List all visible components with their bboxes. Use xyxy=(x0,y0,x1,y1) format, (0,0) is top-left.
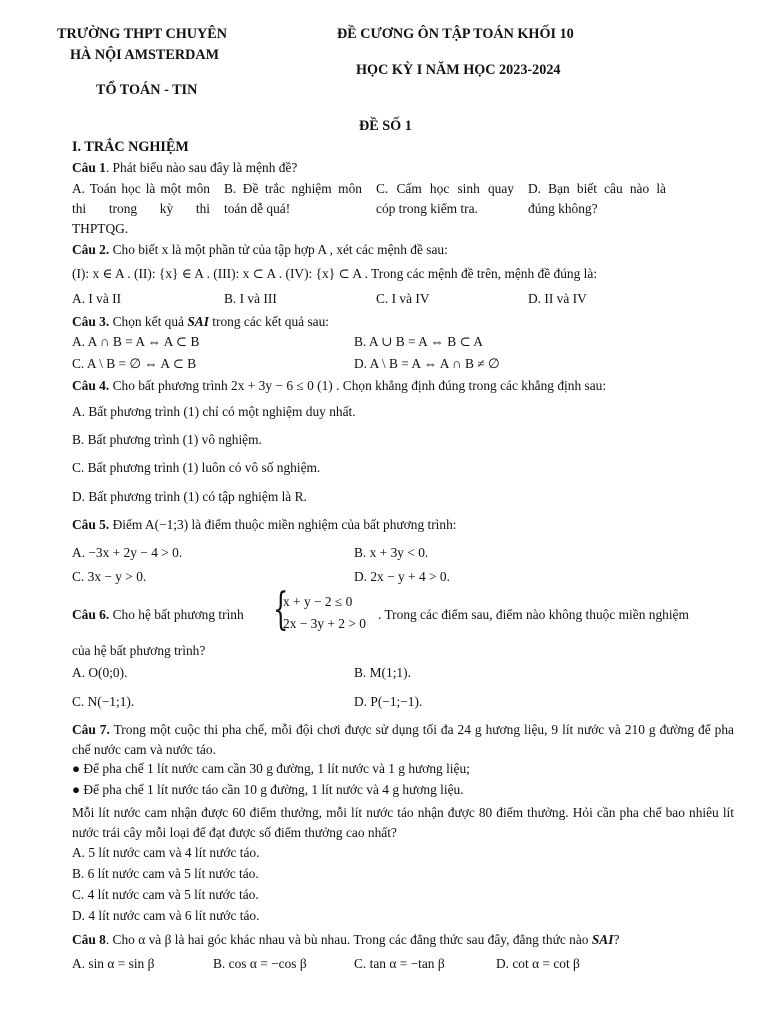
question-label: Câu 3. xyxy=(72,314,110,329)
question-text: Chọn kết quả xyxy=(109,314,188,329)
q8-option-d: D. cot α = cot β xyxy=(496,956,580,971)
question-5 xyxy=(72,517,457,533)
q3-option-c: C. A \ B = ∅ ⇔ A ⊂ B xyxy=(72,356,197,371)
q7-option-b: B. 6 lít nước cam và 5 lít nước táo. xyxy=(72,866,259,881)
inequality-1: x + y − 2 ≤ 0 xyxy=(283,594,353,609)
question-label: Câu 4. xyxy=(72,378,110,393)
school-name-line1: TRƯỜNG THPT CHUYÊN xyxy=(57,26,228,42)
school-name-line2: HÀ NỘI AMSTERDAM xyxy=(70,47,219,63)
question-text: . Phát biểu nào sau đây là mệnh đề? xyxy=(105,160,298,175)
q4-option-b: B. Bất phương trình (1) vô nghiệm. xyxy=(72,432,262,447)
q6-option-c: C. N(−1;1). xyxy=(72,694,135,709)
q6-option-b: B. M(1;1). xyxy=(354,665,411,680)
q7-option-c: C. 4 lít nước cam và 5 lít nước táo. xyxy=(72,887,259,902)
q4-option-d: D. Bất phương trình (1) có tập nghiệm là R. xyxy=(72,489,307,504)
question-6-continued: . Trong các điểm sau, điểm nào không thuộc miền nghiệm xyxy=(378,607,689,622)
q1-option-d: D. Bạn biết câu nào là đúng không? xyxy=(528,181,666,216)
q7-option-d: D. 4 lít nước cam và 6 lít nước táo. xyxy=(72,908,260,923)
department: TỔ TOÁN - TIN xyxy=(96,82,198,98)
question-4 xyxy=(72,378,606,394)
question-label: Câu 1 xyxy=(72,160,106,175)
question-text-end: trong các kết quả sau: xyxy=(208,314,330,329)
inequality-2: 2x − 3y + 2 > 0 xyxy=(283,616,366,631)
question-text-end: ? xyxy=(613,932,620,947)
question-2 xyxy=(72,242,448,258)
question-6-line2: của hệ bất phương trình? xyxy=(72,643,206,658)
exam-number: ĐỀ SỐ 1 xyxy=(359,118,412,134)
q1-option-a: A. Toán học là một môn thi trong kỳ thi THPTQG. xyxy=(72,181,210,236)
sai-emphasis: SAI xyxy=(187,314,209,329)
question-label: Câu 5. xyxy=(72,517,110,532)
q5-option-c: C. 3x − y > 0. xyxy=(72,569,147,584)
q2-option-a: A. I và II xyxy=(72,291,122,306)
q7-bullet-2: ● Để pha chế 1 lít nước táo cần 10 g đường, 1 lít nước và 4 g hương liệu. xyxy=(72,782,464,797)
question-6 xyxy=(72,607,244,623)
question-label: Câu 2. xyxy=(72,242,110,257)
q2-option-c: C. I và IV xyxy=(376,291,430,306)
question-label: Câu 8 xyxy=(72,932,106,947)
document-title: ĐỀ CƯƠNG ÔN TẬP TOÁN KHỐI 10 xyxy=(337,26,574,42)
question-text: Trong một cuộc thi pha chế, mỗi đội chơi được sử dụng tối đa 24 g hương liệu, 9 lít nước và 210 g đường để pha chế nước cam và nước táo. xyxy=(72,722,734,757)
school-term: HỌC KỲ I NĂM HỌC 2023-2024 xyxy=(356,62,561,78)
q4-option-c: C. Bất phương trình (1) luôn có vô số nghiệm. xyxy=(72,460,321,475)
q8-option-b: B. cos α = −cos β xyxy=(213,956,307,971)
q5-option-b: B. x + 3y < 0. xyxy=(354,545,429,560)
q1-option-c: C. Cấm học sinh quay cóp trong kiểm tra. xyxy=(376,181,514,216)
q8-option-c: C. tan α = −tan β xyxy=(354,956,445,971)
question-label: Câu 6. xyxy=(72,607,110,622)
q3-option-a: A. A ∩ B = A ⇔ A ⊂ B xyxy=(72,334,200,349)
q1-option-b: B. Đề trắc nghiệm môn toán dễ quá! xyxy=(224,181,362,216)
inequality-system xyxy=(273,584,377,636)
question-label: Câu 7. xyxy=(72,722,110,737)
question-7 xyxy=(72,720,734,760)
section-heading: I. TRẮC NGHIỆM xyxy=(72,139,189,155)
q2-option-b: B. I và III xyxy=(224,291,277,306)
q7-option-a: A. 5 lít nước cam và 4 lít nước táo. xyxy=(72,845,260,860)
q5-option-d: D. 2x − y + 4 > 0. xyxy=(354,569,450,584)
question-text: Cho hệ bất phương trình xyxy=(109,607,244,622)
q7-paragraph: Mỗi lít nước cam nhận được 60 điểm thưởng, mỗi lít nước táo nhận được 80 điểm thưởng. Hỏi cần pha chế bao nhiêu lít nước trái cây mỗi loại để đạt được số điểm thưởng cao nhất? xyxy=(72,805,734,840)
question-1 xyxy=(72,160,297,176)
question-text: Cho bất phương trình 2x + 3y − 6 ≤ 0 (1) . Chọn khẳng định đúng trong các khẳng định sau: xyxy=(109,378,607,393)
question-text: Cho biết x là một phần tử của tập hợp A , xét các mệnh đề sau: xyxy=(109,242,448,257)
question-text: . Cho α và β là hai góc khác nhau và bù nhau. Trong các đẳng thức sau đây, đẳng thức nào xyxy=(105,932,592,947)
q3-option-b: B. A ∪ B = A ⇔ B ⊂ A xyxy=(354,334,483,349)
question-8 xyxy=(72,932,619,948)
q2-option-d: D. II và IV xyxy=(528,291,587,306)
q8-option-a: A. sin α = sin β xyxy=(72,956,155,971)
q6-option-d: D. P(−1;−1). xyxy=(354,694,423,709)
brace-symbol: { xyxy=(273,584,289,635)
question-text: Điểm A(−1;3) là điểm thuộc miền nghiệm của bất phương trình: xyxy=(109,517,457,532)
sai-emphasis: SAI xyxy=(591,932,614,947)
question-3 xyxy=(72,314,329,330)
q3-option-d: D. A \ B = A ⇔ A ∩ B ≠ ∅ xyxy=(354,356,500,371)
q2-statements: (I): x ∈ A . (II): {x} ∈ A . (III): x ⊂ A . (IV): {x} ⊂ A . Trong các mệnh đề trên, mệnh đề đúng là: xyxy=(72,266,598,281)
q6-option-a: A. O(0;0). xyxy=(72,665,128,680)
q4-option-a: A. Bất phương trình (1) chỉ có một nghiệm duy nhất. xyxy=(72,404,356,419)
q5-option-a: A. −3x + 2y − 4 > 0. xyxy=(72,545,183,560)
q7-bullet-1: ● Để pha chế 1 lít nước cam cần 30 g đường, 1 lít nước và 1 g hương liệu; xyxy=(72,761,470,776)
